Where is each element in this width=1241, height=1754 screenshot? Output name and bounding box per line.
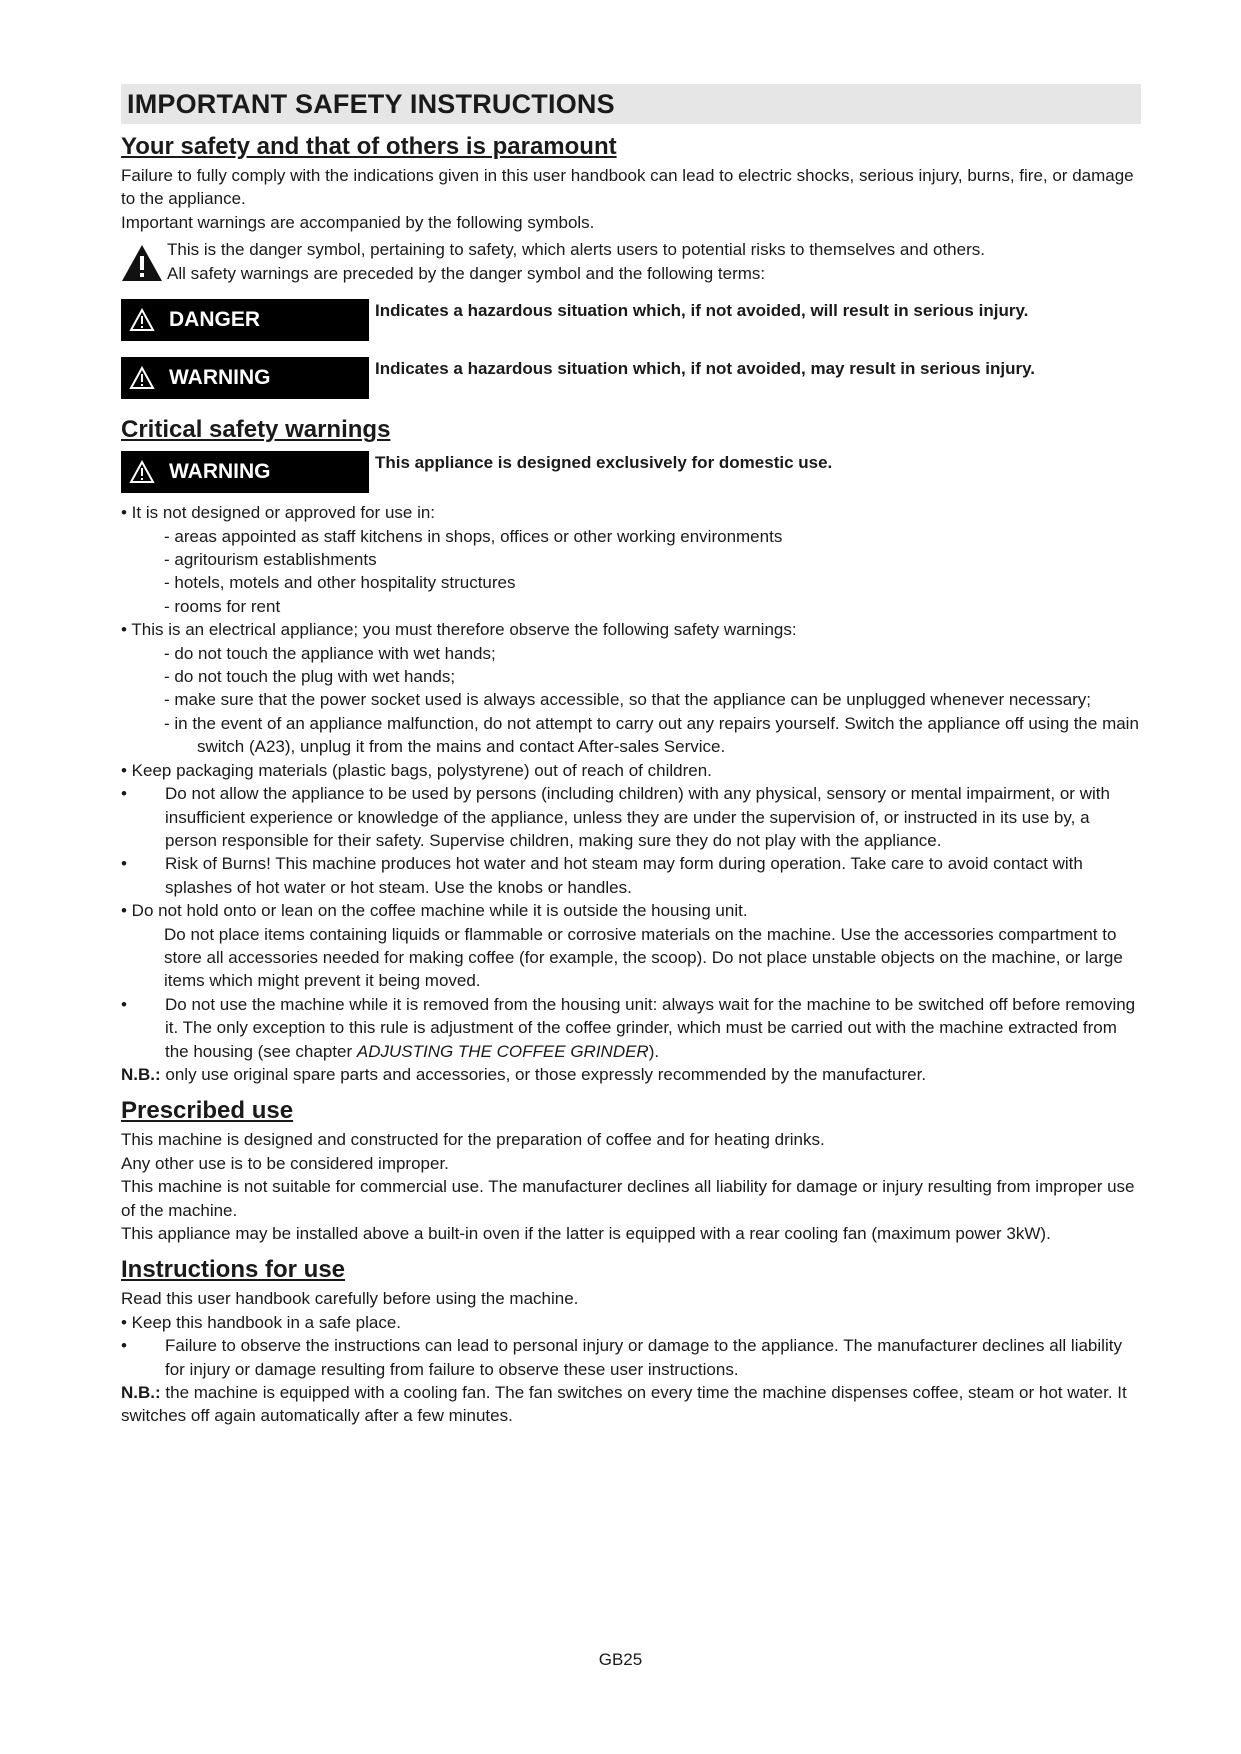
bullet-item (121, 782, 1141, 852)
warning-triangle-icon (129, 460, 155, 484)
note-label: N.B.: (121, 1064, 161, 1084)
page-number: GB25 (598, 1650, 643, 1669)
bullet-item (121, 1334, 1141, 1381)
bullet-item: • Keep packaging materials (plastic bags, polystyrene) out of reach of children. (121, 760, 712, 780)
warning-label-row (121, 357, 1141, 399)
warning-label-row (121, 451, 1141, 493)
paragraph: Important warnings are accompanied by the following symbols. (121, 212, 595, 232)
note (121, 1063, 1141, 1086)
warning-description: This appliance is designed exclusively for domestic use. (375, 453, 833, 473)
paragraph: This machine is designed and constructed for the preparation of coffee and for heating drinks. (121, 1130, 825, 1150)
bullet-item: • This is an electrical appliance; you must therefore observe the following safety warnings: (121, 620, 797, 640)
paragraph: This appliance may be installed above a built-in oven if the latter is equipped with a rear cooling fan (maximum power 3kW). (121, 1224, 1051, 1243)
sub-item: - do not touch the plug with wet hands; (164, 667, 456, 687)
section-heading-safety: Your safety and that of others is paramount (121, 133, 617, 160)
bullet-item: • Do not hold onto or lean on the coffee machine while it is outside the housing unit. (121, 901, 748, 921)
symbol-description: All safety warnings are preceded by the danger symbol and the following terms: (167, 263, 766, 283)
bullet-mark: • (121, 1336, 127, 1356)
bullet-item (121, 852, 1141, 899)
warning-label (121, 357, 369, 399)
page-title: IMPORTANT SAFETY INSTRUCTIONS (121, 84, 1141, 124)
symbol-description: This is the danger symbol, pertaining to safety, which alerts users to potential risks to themselves and others. (167, 240, 985, 260)
danger-triangle-icon (121, 238, 167, 287)
sub-item: - make sure that the power socket used is always accessible, so that the appliance can be unplugged whenever necessary; (164, 690, 1092, 710)
paragraph: This machine is not suitable for commercial use. The manufacturer declines all liability for damage or injury resulting from improper use of the machine. (121, 1177, 1135, 1220)
warning-label-text: WARNING (169, 460, 271, 484)
section-safety (121, 132, 1141, 399)
paragraph: Read this user handbook carefully before using the machine. (121, 1289, 579, 1309)
sub-item: - do not touch the appliance with wet hands; (164, 643, 496, 663)
sub-item: - rooms for rent (164, 596, 281, 616)
sub-item: - in the event of an appliance malfunction, do not attempt to carry out any repairs yourself. Switch the appliance off using the main switch (A23), unplug it from the mains and contact After-sales Service. (164, 713, 1139, 757)
note-label: N.B.: (121, 1383, 161, 1403)
bullet-text: Failure to observe the instructions can lead to personal injury or damage to the appliance. The manufacturer declines all liability for injury or damage resulting from failure to observe these user instructions. (165, 1336, 1122, 1379)
bullet-mark: • (121, 784, 127, 804)
section-instructions (121, 1255, 1141, 1427)
section-heading-critical: Critical safety warnings (121, 416, 391, 444)
bullet-item (121, 993, 1141, 1063)
section-heading-instructions: Instructions for use (121, 1256, 346, 1284)
section-heading-prescribed-use: Prescribed use (121, 1097, 294, 1125)
danger-label-row (121, 299, 1141, 341)
document-page (121, 84, 1141, 1428)
sub-item: - agritourism establishments (164, 550, 377, 570)
warning-label (121, 451, 369, 493)
paragraph: Any other use is to be considered improper. (121, 1153, 449, 1173)
bullet-text: Do not allow the appliance to be used by persons (including children) with any physical, sensory or mental impairment, or with insufficient experience or knowledge of the appliance, unless they are under the supervision of, or instructed in its use by, a person responsible for their safety. Supervise children, making sure they do not play with the appliance. (165, 784, 1110, 850)
bullet-mark: • (121, 854, 127, 874)
sub-item: - areas appointed as staff kitchens in shops, offices or other working environments (164, 526, 783, 546)
note-text: the machine is equipped with a cooling fan. The fan switches on every time the machine dispenses coffee, steam or hot water. It switches off again automatically after a few minutes. (121, 1383, 1127, 1426)
danger-label-text: DANGER (169, 308, 261, 332)
bullet-mark: • (121, 994, 127, 1014)
sub-item: - hotels, motels and other hospitality structures (164, 573, 516, 593)
bullet-text: Do not use the machine while it is removed from the housing unit: always wait for the machine to be switched off before removing it. The only exception to this rule is adjustment of the coffee grinder, which must be carried out with the machine extracted from the housing (see chapter ADJUSTING THE COFFEE GRINDER). (165, 994, 1136, 1061)
danger-symbol-row (121, 238, 1141, 287)
danger-description: Indicates a hazardous situation which, if not avoided, will result in serious injury. (375, 301, 1029, 321)
warning-triangle-icon (129, 308, 155, 332)
warning-label-text: WARNING (169, 366, 271, 390)
warning-description: Indicates a hazardous situation which, if not avoided, may result in serious injury. (375, 359, 1035, 379)
warning-triangle-icon (129, 366, 155, 390)
paragraph: Failure to fully comply with the indications given in this user handbook can lead to electric shocks, serious injury, burns, fire, or damage to the appliance. (121, 166, 1134, 209)
section-prescribed-use (121, 1096, 1141, 1245)
bullet-continuation: Do not place items containing liquids or flammable or corrosive materials on the machine. Use the accessories compartment to store all accessories needed for making coffee (for example, the scoop). Do not place unstable objects on the machine, or large items which might prevent it being moved. (164, 924, 1123, 991)
chapter-reference: ADJUSTING THE COFFEE GRINDER (356, 1041, 649, 1061)
section-critical (121, 415, 1141, 1086)
bullet-item: • It is not designed or approved for use in: (121, 503, 436, 523)
bullet-item: • Keep this handbook in a safe place. (121, 1312, 402, 1332)
bullet-text: Risk of Burns! This machine produces hot water and hot steam may form during operation. Take care to avoid contact with splashes of hot water or hot steam. Use the knobs or handles. (165, 854, 1083, 897)
note-text: only use original spare parts and accessories, or those expressly recommended by the manufacturer. (160, 1064, 927, 1084)
danger-label (121, 299, 369, 341)
note (121, 1381, 1141, 1428)
